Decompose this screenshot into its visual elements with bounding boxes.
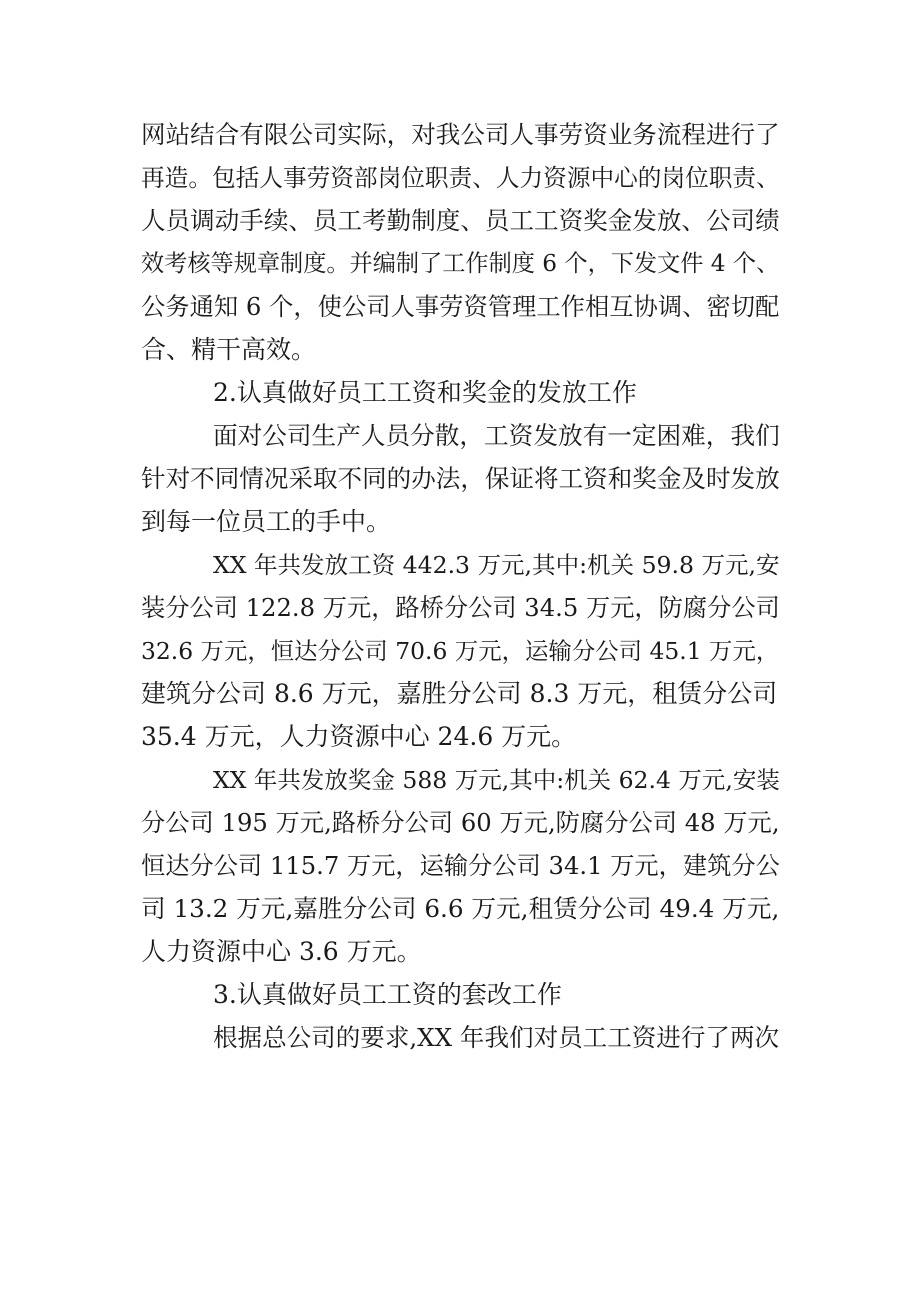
paragraph-1-line-5: 公务通知 6 个，使公司人事劳资管理工作相互协调、密切配 (141, 292, 780, 321)
paragraph-1-line-4: 效考核等规章制度。并编制了工作制度 6 个，下发文件 4 个、 (141, 250, 780, 277)
paragraph-4-line-3: 恒达分公司 115.7 万元，运输分公司 34.1 万元，建筑分公 (141, 851, 780, 880)
paragraph-1-line-1: 网站结合有限公司实际，对我公司人事劳资业务流程进行了 (141, 120, 780, 149)
paragraph-3-line-1: XX 年共发放工资 442.3 万元,其中:机关 59.8 万元,安 (213, 551, 780, 579)
paragraph-3-line-5: 35.4 万元，人力资源中心 24.6 万元。 (141, 722, 577, 751)
paragraph-4-line-1: XX 年共发放奖金 588 万元,其中:机关 62.4 万元,安装 (213, 766, 780, 794)
paragraph-4-line-4: 司 13.2 万元,嘉胜分公司 6.6 万元,租赁分公司 49.4 万元, (141, 894, 780, 923)
paragraph-4-line-5: 人力资源中心 3.6 万元。 (141, 937, 422, 966)
paragraph-4-line-2: 分公司 195 万元,路桥分公司 60 万元,防腐分公司 48 万元, (141, 808, 780, 837)
paragraph-1-line-6: 合、精干高效。 (141, 335, 317, 364)
paragraph-1-line-2: 再造。包括人事劳资部岗位职责、人力资源中心的岗位职责、 (141, 164, 780, 192)
section-heading-2: 2.认真做好员工工资和奖金的发放工作 (213, 378, 637, 407)
paragraph-1-line-3: 人员调动手续、员工考勤制度、员工工资奖金发放、公司绩 (141, 206, 780, 235)
paragraph-3-line-4: 建筑分公司 8.6 万元，嘉胜分公司 8.3 万元，租赁分公司 (141, 679, 778, 708)
paragraph-5-line-1: 根据总公司的要求,XX 年我们对员工工资进行了两次 (213, 1023, 780, 1052)
section-heading-3: 3.认真做好员工工资的套改工作 (213, 980, 562, 1009)
paragraph-2-line-2: 针对不同情况采取不同的办法，保证将工资和奖金及时发放 (141, 464, 780, 493)
paragraph-3-line-2: 装分公司 122.8 万元，路桥分公司 34.5 万元，防腐分公司 (141, 593, 780, 622)
paragraph-3-line-3: 32.6 万元，恒达分公司 70.6 万元，运输分公司 45.1 万元， (141, 637, 780, 665)
paragraph-2-line-3: 到每一位员工的手中。 (141, 507, 392, 536)
paragraph-2-line-1: 面对公司生产人员分散，工资发放有一定困难，我们 (213, 421, 780, 450)
